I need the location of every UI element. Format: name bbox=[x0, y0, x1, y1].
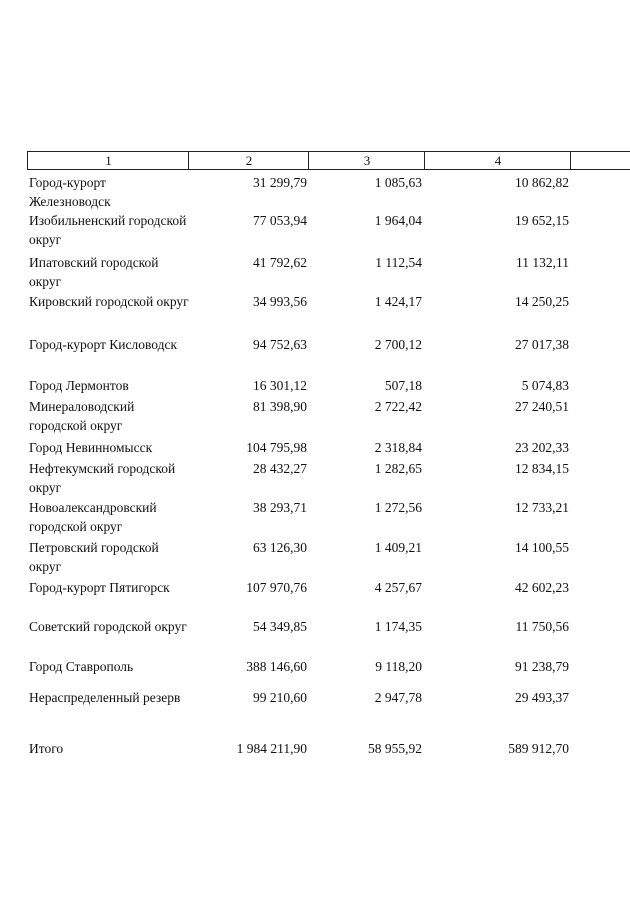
row-col3: 9 118,20 bbox=[375, 659, 422, 674]
row-name: Город-курорт Кисловодск bbox=[29, 337, 178, 352]
row-col2: 38 293,71 bbox=[253, 500, 307, 515]
row-col4: 19 652,15 bbox=[515, 213, 569, 228]
row-name: Минераловодский городской округ bbox=[29, 399, 135, 433]
row-col3: 2 947,78 bbox=[374, 690, 422, 705]
row-col4: 14 250,25 bbox=[515, 294, 569, 309]
row-name: Нефтекумский городской округ bbox=[29, 461, 176, 495]
row-col2: 1 984 211,90 bbox=[236, 741, 307, 756]
row-col4: 27 017,38 bbox=[515, 337, 569, 352]
header-cell-4 bbox=[424, 151, 571, 170]
header-label: 2 bbox=[245, 153, 253, 168]
row-col4: 27 240,51 bbox=[515, 399, 569, 414]
row-col2: 16 301,12 bbox=[253, 378, 307, 393]
row-col4: 14 100,55 bbox=[515, 540, 569, 555]
row-name: Город-курорт Пятигорск bbox=[29, 580, 170, 595]
row-col2: 104 795,98 bbox=[246, 440, 307, 455]
row-col3: 1 272,56 bbox=[374, 500, 422, 515]
header-cell-2 bbox=[188, 151, 309, 170]
row-name: Кировский городской округ bbox=[29, 294, 189, 309]
row-col2: 107 970,76 bbox=[246, 580, 307, 595]
row-col3: 2 700,12 bbox=[374, 337, 422, 352]
row-col4: 12 733,21 bbox=[515, 500, 569, 515]
row-col2: 77 053,94 bbox=[253, 213, 307, 228]
row-col3: 1 112,54 bbox=[375, 255, 422, 270]
row-col3: 1 424,17 bbox=[374, 294, 422, 309]
row-col2: 388 146,60 bbox=[246, 659, 307, 674]
row-col4: 42 602,23 bbox=[515, 580, 569, 595]
row-name: Город Лермонтов bbox=[29, 378, 129, 393]
header-cell-5 bbox=[570, 151, 630, 170]
row-name: Ипатовский городской округ bbox=[29, 255, 159, 289]
header-cell-1 bbox=[27, 151, 189, 170]
row-col2: 63 126,30 bbox=[253, 540, 307, 555]
row-name: Новоалександровский городской округ bbox=[29, 500, 157, 534]
row-col3: 58 955,92 bbox=[368, 741, 422, 756]
row-col4: 5 074,83 bbox=[521, 378, 569, 393]
row-col2: 34 993,56 bbox=[253, 294, 307, 309]
row-col3: 1 085,63 bbox=[374, 175, 422, 190]
row-name: Город-курорт Железноводск bbox=[29, 175, 111, 209]
row-col4: 23 202,33 bbox=[515, 440, 569, 455]
row-col3: 1 282,65 bbox=[374, 461, 422, 476]
row-col4: 91 238,79 bbox=[515, 659, 569, 674]
row-col3: 507,18 bbox=[384, 378, 422, 393]
row-col2: 41 792,62 bbox=[253, 255, 307, 270]
row-name: Изобильненский городской округ bbox=[29, 213, 187, 247]
row-col3: 4 257,67 bbox=[374, 580, 422, 595]
row-col2: 99 210,60 bbox=[253, 690, 307, 705]
row-col2: 28 432,27 bbox=[253, 461, 307, 476]
row-col4: 10 862,82 bbox=[515, 175, 569, 190]
row-name: Город Ставрополь bbox=[29, 659, 134, 674]
header-label: 1 bbox=[105, 153, 112, 168]
row-name: Нераспределенный резерв bbox=[29, 690, 181, 705]
row-col4: 11 132,11 bbox=[516, 255, 569, 270]
row-col2: 94 752,63 bbox=[253, 337, 307, 352]
row-col4: 12 834,15 bbox=[515, 461, 569, 476]
header-label: 4 bbox=[494, 153, 502, 168]
row-col3: 1 964,04 bbox=[374, 213, 422, 228]
row-col3: 2 318,84 bbox=[374, 440, 422, 455]
row-name: Советский городской округ bbox=[29, 619, 187, 634]
row-col3: 2 722,42 bbox=[374, 399, 422, 414]
row-col2: 31 299,79 bbox=[253, 175, 307, 190]
row-col2: 54 349,85 bbox=[253, 619, 307, 634]
row-col4: 11 750,56 bbox=[515, 619, 569, 634]
row-name: Город Невинномысск bbox=[29, 440, 153, 455]
row-name: Петровский городской округ bbox=[29, 540, 159, 574]
row-col4: 29 493,37 bbox=[515, 690, 569, 705]
header-label: 3 bbox=[363, 153, 371, 168]
row-name: Итого bbox=[29, 741, 64, 756]
header-cell-3 bbox=[308, 151, 425, 170]
row-col3: 1 409,21 bbox=[374, 540, 422, 555]
row-col2: 81 398,90 bbox=[253, 399, 307, 414]
row-col4: 589 912,70 bbox=[508, 741, 569, 756]
row-col3: 1 174,35 bbox=[374, 619, 422, 634]
